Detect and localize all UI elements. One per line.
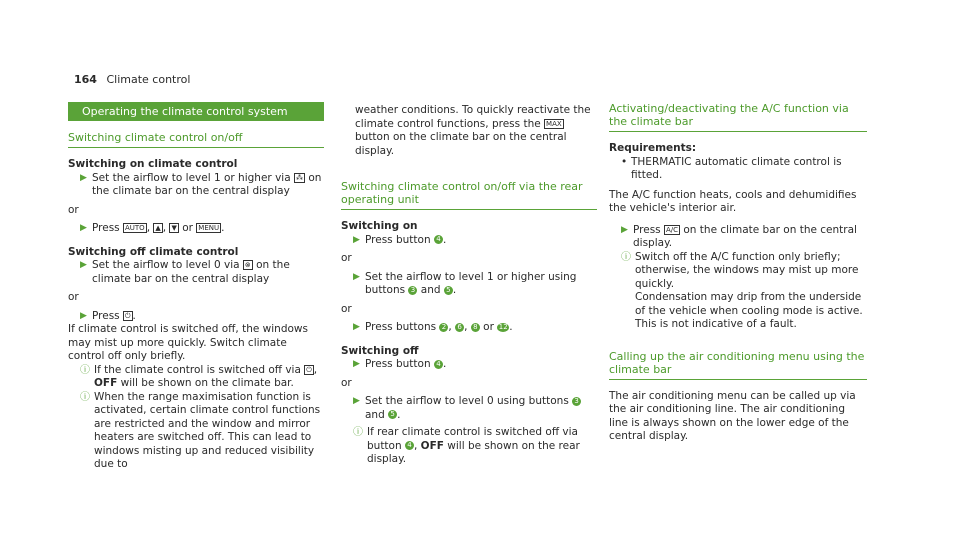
callout-2: 2 — [439, 323, 448, 332]
step-airflow-rear: ▶ Set the airflow to level 1 or higher using buttons 3 and 5 . — [353, 270, 577, 296]
arrow-icon: ▶ — [353, 322, 360, 332]
section-title-bar: Operating the climate control system — [68, 102, 324, 121]
page-number: 164 — [74, 73, 97, 86]
column-2 — [341, 104, 597, 467]
subheading-rear-unit: Switching climate control on/off via the rear operating unit — [341, 180, 597, 210]
arrow-icon: ▶ — [80, 223, 87, 233]
step-press-button-4: ▶ Press button 4 . — [353, 233, 447, 246]
callout-4: 4 — [434, 360, 443, 369]
paragraph-warning: If climate control is switched off, the windows may mist up more quickly. Switch climate control off only briefly. — [68, 323, 308, 362]
callout-4: 4 — [434, 235, 443, 244]
or-text: or — [341, 252, 352, 264]
arrow-icon: ▶ — [80, 310, 87, 321]
arrow-icon: ▶ — [353, 396, 360, 406]
down-key-icon: ▼ — [171, 224, 177, 232]
or-text: or — [68, 291, 79, 303]
page-section-title: Climate control — [106, 73, 191, 86]
step-airflow-off: ▶ Set the airflow to level 0 via ⊗ on the climate bar on the central display — [80, 259, 290, 285]
arrow-icon: ▶ — [80, 172, 87, 183]
arrow-icon: ▶ — [353, 359, 360, 369]
menu-key-icon: MENU — [198, 224, 220, 232]
auto-key-icon: AUTO — [124, 224, 145, 232]
or-text: or — [341, 302, 352, 315]
column-3 — [609, 102, 867, 444]
callout-3: 3 — [572, 397, 581, 406]
subheading-ac-menu: Calling up the air conditioning menu using the climate bar — [609, 350, 867, 380]
arrow-icon: ▶ — [353, 271, 360, 282]
callout-5: 5 — [444, 286, 453, 295]
continued-paragraph: weather conditions. To quickly reactivate the climate control functions, press the MAX button on the climate bar on the central display. — [355, 104, 591, 157]
or-text: or — [68, 203, 79, 216]
callout-3: 3 — [408, 286, 417, 295]
step-press-power: ▶ Press ⏻ . — [80, 309, 136, 322]
arrow-icon: ▶ — [80, 260, 87, 270]
callout-4: 4 — [405, 441, 414, 450]
note-ac: ⓘ Switch off the A/C function only briefly; otherwise, the windows may mist up more quickly. Condensation may drip from the underside of the vehicle when cooling mode is active. This is not indicative of a fault. — [621, 250, 863, 330]
off-icon: ⊗ — [244, 261, 251, 269]
ac-key-icon: A/C — [665, 225, 679, 234]
or-text: or — [341, 376, 352, 389]
power-icon: ⏻ — [124, 311, 131, 320]
heading-rear-on: Switching on — [341, 220, 418, 232]
heading-rear-off: Switching off — [341, 344, 419, 357]
arrow-icon: ▶ — [621, 224, 628, 235]
step-press-buttons: ▶ Press buttons 2 , 6 , 8 or 12 . — [353, 321, 513, 333]
up-key-icon: ▲ — [155, 224, 161, 232]
step-press-ac: ▶ Press A/C on the climate bar on the central display. — [621, 223, 857, 249]
info-icon: ⓘ — [80, 391, 90, 403]
max-key-icon: MAX — [546, 119, 562, 128]
fan-icon: ⁂ — [295, 173, 303, 182]
page-header — [74, 73, 190, 87]
info-icon: ⓘ — [621, 251, 631, 263]
power-icon: ⏻ — [306, 365, 312, 374]
callout-12: 12 — [498, 322, 508, 331]
step-press-keys: ▶ Press AUTO , ▲ , ▼ or MENU . — [80, 222, 225, 234]
note-rear-off: ⓘ If rear climate control is switched off via button 4 , OFF will be shown on the rear display. — [353, 426, 580, 465]
note-off-display: ⓘ If the climate control is switched off via ⏻ , OFF will be shown on the climate bar. — [80, 363, 318, 389]
step-press-button-4-off: ▶ Press button 4 . — [353, 358, 447, 370]
note-range-max: ⓘ When the range maximisation function is activated, certain climate control functions are restricted and the window and mirror heaters are switched off. This can lead to windows misting up and reduced visibility due to — [80, 390, 321, 470]
arrow-icon: ▶ — [353, 234, 360, 245]
info-icon: ⓘ — [353, 427, 363, 438]
heading-switch-on: Switching on climate control — [68, 158, 238, 170]
callout-5: 5 — [388, 410, 397, 419]
subheading-ac: Activating/deactivating the A/C function via the climate bar — [609, 102, 867, 132]
subheading-switching-on-off: Switching climate control on/off — [68, 131, 324, 148]
requirements-heading: Requirements: — [609, 142, 697, 154]
heading-switch-off: Switching off climate control — [68, 245, 239, 258]
paragraph-ac: The A/C function heats, cools and dehumidifies the vehicle's interior air. — [609, 188, 857, 214]
step-airflow-rear-off: ▶ Set the airflow to level 0 using buttons 3 and 5 . — [353, 395, 597, 422]
step-airflow-on: ▶ Set the airflow to level 1 or higher via ⁂ on the climate bar on the central display — [80, 171, 322, 197]
paragraph-ac-menu: The air conditioning menu can be called up via the air conditioning line. The air conditioning line is always shown on the lower edge of the central display. — [609, 389, 856, 442]
callout-8: 8 — [471, 323, 480, 332]
callout-6: 6 — [455, 323, 464, 332]
requirement-item: • THERMATIC automatic climate control is fitted. — [621, 155, 842, 181]
column-1 — [68, 102, 324, 472]
info-icon: ⓘ — [80, 364, 90, 376]
